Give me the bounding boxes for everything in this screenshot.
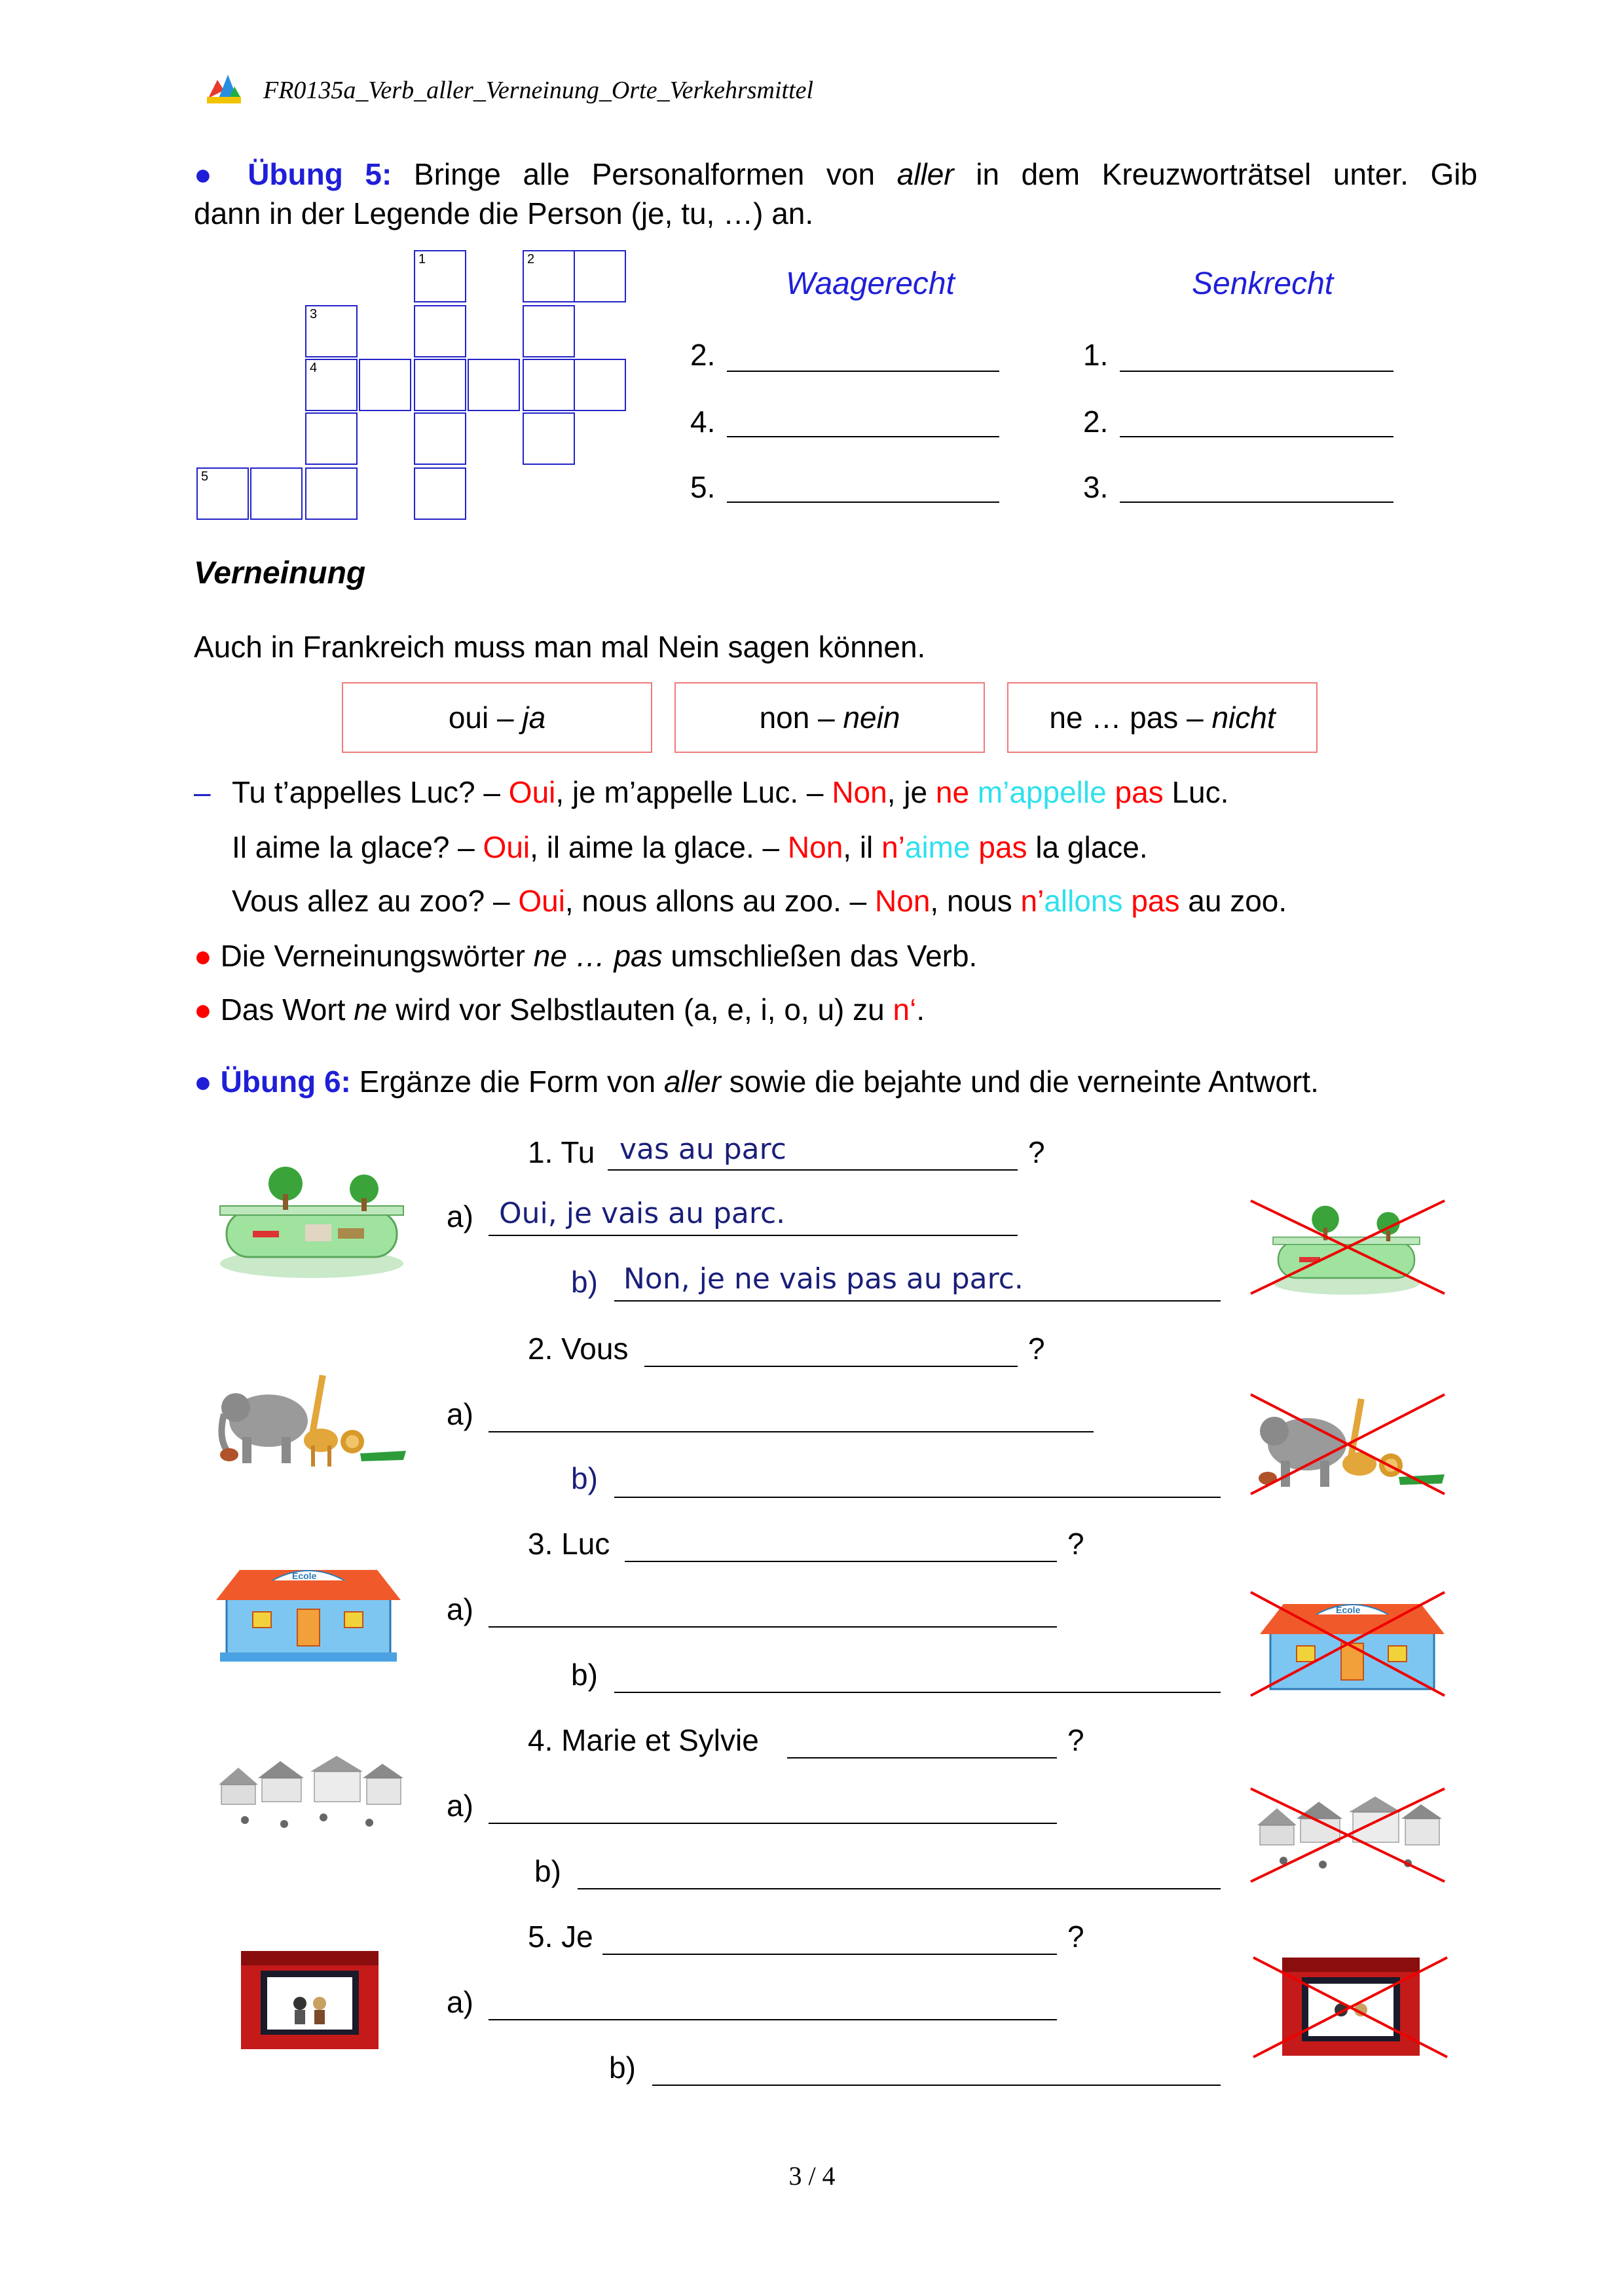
word-non: Non xyxy=(832,775,887,809)
crossword-cell[interactable] xyxy=(468,359,520,411)
example-1 xyxy=(232,773,1228,812)
item-1-b-label: b) xyxy=(571,1265,598,1299)
answer-line[interactable] xyxy=(727,371,999,372)
word-non: Non xyxy=(875,884,931,918)
zoo-animals-picture xyxy=(210,1368,413,1473)
legend-number: 3. xyxy=(1083,470,1109,504)
school-sign: Ecole xyxy=(1336,1605,1361,1615)
rule-keyword: ne … pas xyxy=(533,939,663,973)
section-intro: Auch in Frankreich muss man mal Nein sagen können. xyxy=(194,630,926,664)
verb: allons xyxy=(1044,884,1123,918)
crossword-cell[interactable] xyxy=(196,467,249,520)
answer-line[interactable] xyxy=(1120,501,1393,503)
crossword-cell[interactable] xyxy=(250,467,303,520)
example-end: Luc. xyxy=(1172,775,1229,809)
bullet: ● xyxy=(194,1065,212,1099)
item-1-a-line[interactable] xyxy=(489,1235,1018,1236)
item-2-question-line[interactable] xyxy=(644,1366,1018,1367)
legend-number: 2. xyxy=(1083,405,1109,439)
item-5-a-label: a) xyxy=(447,1985,473,2019)
legend-number: 1. xyxy=(1083,338,1109,372)
bullet: ● xyxy=(194,993,212,1027)
crossword-cell[interactable] xyxy=(574,359,626,411)
crossword-cell[interactable] xyxy=(523,250,575,302)
item-5-b-label: b) xyxy=(609,2050,636,2085)
item-3-question-line[interactable] xyxy=(625,1561,1057,1562)
crossword-cell[interactable] xyxy=(414,250,466,302)
town-picture xyxy=(212,1752,409,1837)
exercise-6-word: aller xyxy=(663,1065,721,1099)
school-building-picture-crossed xyxy=(1248,1590,1449,1698)
bullet: ● xyxy=(194,157,226,191)
word-pas: pas xyxy=(1131,884,1180,918)
exercise-5-text-1: Bringe alle Personalformen von xyxy=(413,157,876,191)
example-question: Vous allez au zoo? – xyxy=(232,884,510,918)
item-3-b-line[interactable] xyxy=(614,1692,1221,1693)
exercise-5-word: aller xyxy=(896,157,954,191)
exercise-5-text-2: in dem Kreuzworträtsel unter. Gib xyxy=(976,157,1478,191)
vocab-french: ne … pas – xyxy=(1049,701,1204,735)
vocab-french: oui – xyxy=(448,701,514,735)
item-5-question-line[interactable] xyxy=(602,1954,1057,1955)
exercise-6-label: Übung 6: xyxy=(220,1065,351,1099)
word-pas: pas xyxy=(978,830,1027,864)
item-4-question-line[interactable] xyxy=(787,1757,1057,1758)
exercise-5-instruction xyxy=(194,155,1477,194)
rule-keyword: ne xyxy=(354,993,388,1027)
logo-icon xyxy=(204,71,244,105)
crossword-cell[interactable] xyxy=(305,467,358,520)
legend-number: 5. xyxy=(690,470,716,504)
word-oui: Oui xyxy=(508,775,556,809)
dash-bullet: – xyxy=(194,775,211,809)
item-1-a-label: a) xyxy=(447,1199,473,1233)
example-question: Il aime la glace? – xyxy=(232,830,475,864)
example-question: Tu t’appelles Luc? – xyxy=(232,775,501,809)
item-2-b-label: b) xyxy=(571,1461,598,1495)
item-1-b-answer: Non, je ne vais pas au parc. xyxy=(623,1262,1024,1296)
vocab-french: non – xyxy=(759,701,835,735)
exercise-6-text-1: Ergänze die Form von xyxy=(359,1065,656,1099)
question-mark: ? xyxy=(1067,1920,1084,1954)
example-end: la glace. xyxy=(1035,830,1148,864)
example-positive: , nous allons au zoo. – xyxy=(564,884,867,918)
item-2-question: 2. Vous xyxy=(528,1332,629,1366)
item-2-a-line[interactable] xyxy=(489,1431,1094,1432)
item-1-question-answer: vas au parc xyxy=(619,1133,786,1166)
word-oui: Oui xyxy=(518,884,565,918)
bullet: ● xyxy=(194,939,212,973)
word-oui: Oui xyxy=(483,830,530,864)
vocab-german: nicht xyxy=(1211,701,1276,735)
example-positive: , il aime la glace. – xyxy=(530,830,780,864)
example-positive: , je m’appelle Luc. – xyxy=(555,775,824,809)
exercise-5-label: Übung 5: xyxy=(248,157,392,191)
item-1-b-line[interactable] xyxy=(614,1300,1221,1302)
item-4-a-label: a) xyxy=(447,1789,473,1823)
answer-line[interactable] xyxy=(727,436,999,437)
crossword-cell[interactable] xyxy=(305,412,358,465)
item-3-a-label: a) xyxy=(447,1592,473,1626)
park-picture xyxy=(213,1165,410,1283)
section-title: Verneinung xyxy=(194,556,366,591)
legend-waagerecht-title: Waagerecht xyxy=(786,266,955,301)
vocab-box-oui xyxy=(342,682,652,753)
crossword-cell[interactable] xyxy=(414,467,466,520)
crossword-cell[interactable] xyxy=(414,412,466,465)
crossword-cell[interactable] xyxy=(523,412,575,465)
rule-text: Das Wort xyxy=(220,993,346,1027)
item-2-a-label: a) xyxy=(447,1397,473,1431)
crossword-cell[interactable] xyxy=(414,359,466,411)
item-5-a-line[interactable] xyxy=(489,2019,1057,2020)
item-4-b-line[interactable] xyxy=(578,1888,1221,1889)
example-negative: , il xyxy=(843,830,874,864)
cell-number: 1 xyxy=(418,252,426,266)
park-picture-crossed xyxy=(1248,1198,1449,1296)
item-1-a-answer: Oui, je vais au parc. xyxy=(499,1197,786,1230)
item-3-question: 3. Luc xyxy=(528,1527,610,1561)
cell-number: 3 xyxy=(310,307,318,321)
crossword-cell[interactable] xyxy=(305,359,358,411)
word-ne: ne xyxy=(935,775,970,809)
verb: m’appelle xyxy=(977,775,1107,809)
zoo-animals-picture-crossed xyxy=(1248,1392,1449,1497)
question-mark: ? xyxy=(1067,1723,1084,1757)
question-mark: ? xyxy=(1028,1332,1045,1366)
crossword-cell[interactable] xyxy=(414,305,466,357)
exercise-5-instruction-line-2: dann in der Legende die Person (je, tu, …) an. xyxy=(194,196,814,230)
vocab-german: ja xyxy=(522,701,546,735)
rule-2 xyxy=(194,990,925,1029)
answer-line[interactable] xyxy=(1120,371,1393,372)
crossword-cell[interactable] xyxy=(523,359,575,411)
example-3 xyxy=(232,881,1287,920)
item-4-question: 4. Marie et Sylvie xyxy=(528,1723,759,1757)
question-mark: ? xyxy=(1028,1135,1045,1169)
word-ne: n’ xyxy=(881,830,905,864)
item-5-b-line[interactable] xyxy=(652,2085,1221,2086)
word-non: Non xyxy=(787,830,843,864)
example-negative: , nous xyxy=(930,884,1012,918)
answer-line[interactable] xyxy=(727,501,999,503)
verb: aime xyxy=(904,830,970,864)
legend-number: 2. xyxy=(690,338,716,372)
item-1-question-line[interactable] xyxy=(608,1169,1018,1171)
rule-text: wird vor Selbstlauten (a, e, i, o, u) zu xyxy=(396,993,885,1027)
rule-keyword: n‘ xyxy=(893,993,917,1027)
item-3-a-line[interactable] xyxy=(489,1626,1057,1628)
item-5-question: 5. Je xyxy=(528,1920,593,1954)
crossword-cell[interactable] xyxy=(523,305,575,357)
item-1-question: 1. Tu xyxy=(528,1135,595,1169)
item-4-a-line[interactable] xyxy=(489,1823,1057,1824)
example-negative: , je xyxy=(887,775,928,809)
crossword-cell[interactable] xyxy=(359,359,411,411)
example-end: au zoo. xyxy=(1188,884,1287,918)
item-2-b-line[interactable] xyxy=(614,1497,1221,1498)
rule-1 xyxy=(194,936,977,975)
vocab-box-ne-pas xyxy=(1007,682,1318,753)
rule-text: umschließen das Verb. xyxy=(671,939,978,973)
theatre-stage-picture xyxy=(241,1951,378,2049)
crossword-cell[interactable] xyxy=(305,305,358,357)
school-sign: Ecole xyxy=(292,1571,317,1581)
cell-number: 5 xyxy=(201,469,209,484)
rule-text: Die Verneinungswörter xyxy=(220,939,525,973)
example-2 xyxy=(232,828,1148,867)
theatre-stage-picture-crossed xyxy=(1251,1955,1451,2060)
word-ne: n’ xyxy=(1020,884,1044,918)
school-building-picture xyxy=(213,1557,403,1668)
town-picture-crossed xyxy=(1248,1786,1449,1884)
question-mark: ? xyxy=(1067,1527,1084,1561)
vocab-box-non xyxy=(674,682,985,753)
cell-number: 2 xyxy=(527,252,535,266)
page-number: 3 / 4 xyxy=(788,2161,836,2191)
exercise-6-instruction xyxy=(194,1062,1319,1101)
answer-line[interactable] xyxy=(1120,436,1393,437)
legend-number: 4. xyxy=(690,405,716,439)
legend-senkrecht-title: Senkrecht xyxy=(1192,266,1334,301)
exercise-6-text-2: sowie die bejahte und die verneinte Antwort. xyxy=(729,1065,1319,1099)
crossword-cell[interactable] xyxy=(574,250,626,302)
vocab-german: nein xyxy=(843,701,900,735)
item-3-b-label: b) xyxy=(571,1658,598,1692)
word-pas: pas xyxy=(1115,775,1164,809)
document-id: FR0135a_Verb_aller_Verneinung_Orte_Verkehrsmittel xyxy=(263,77,814,104)
cell-number: 4 xyxy=(310,361,318,375)
rule-text: . xyxy=(916,993,925,1027)
item-4-b-label: b) xyxy=(534,1854,561,1888)
